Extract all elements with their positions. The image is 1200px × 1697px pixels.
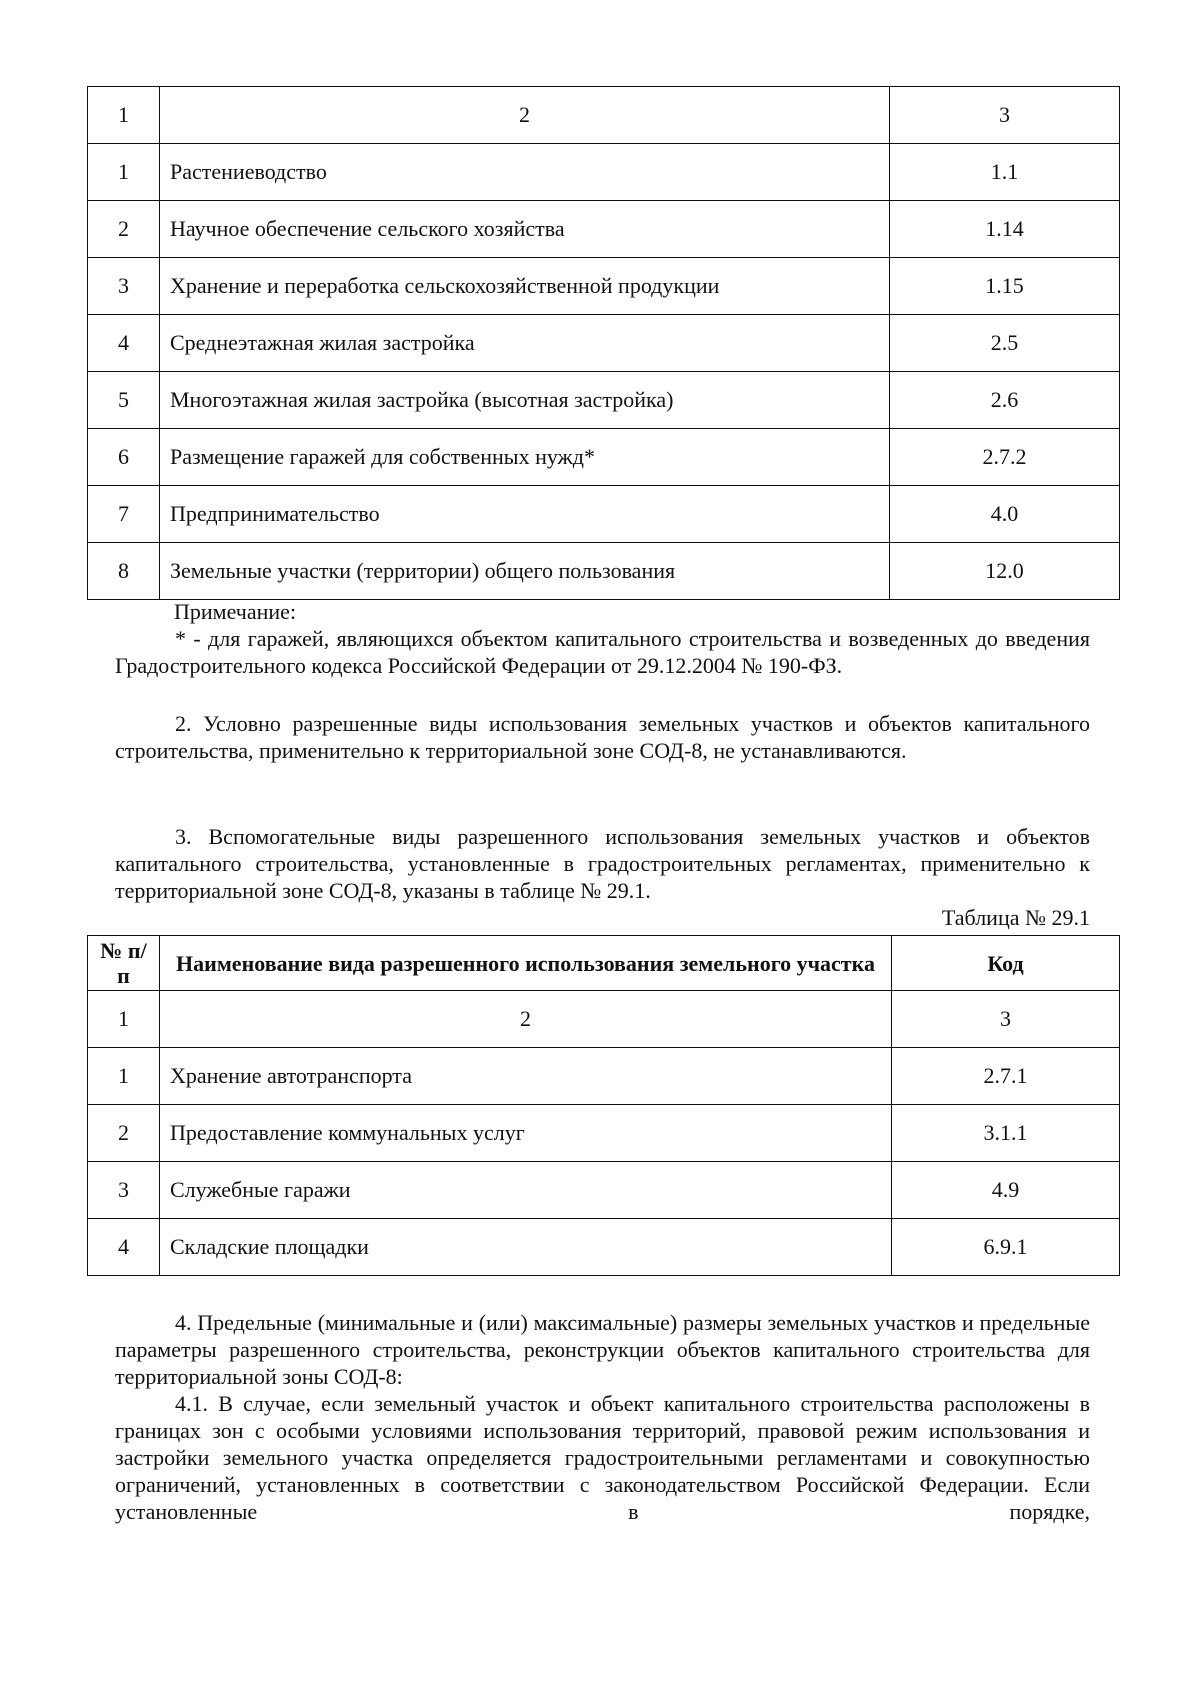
table-row (88, 372, 1120, 429)
table-row (88, 543, 1120, 600)
use-code: 3.1.1 (892, 1105, 1120, 1162)
row-number: 3 (88, 258, 160, 315)
use-name: Предпринимательство (160, 486, 890, 543)
table-header-numbers (88, 991, 1120, 1048)
row-number: 1 (88, 1048, 160, 1105)
note-title: Примечание: (174, 599, 297, 624)
use-code: 4.9 (892, 1162, 1120, 1219)
table-row (88, 144, 1120, 201)
table-row (88, 258, 1120, 315)
row-number: 2 (88, 201, 160, 258)
use-code: 2.5 (890, 315, 1120, 372)
use-name: Научное обеспечение сельского хозяйства (160, 201, 890, 258)
table-caption: Таблица № 29.1 (941, 905, 1090, 930)
header-code: Код (892, 936, 1120, 991)
use-name: Предоставление коммунальных услуг (160, 1105, 892, 1162)
row-number: 3 (88, 1162, 160, 1219)
paragraph-3: 3. Вспомогательные виды разрешенного использования земельных участков и объектов капитального строительства, установленные в градостроительных регламентах, применительно к территориальной зоне СОД-8, указаны в таблице № 29.1. (115, 824, 1090, 903)
row-number: 8 (88, 543, 160, 600)
use-code: 1.1 (890, 144, 1120, 201)
table-row (88, 486, 1120, 543)
table-row (88, 429, 1120, 486)
paragraph-4-1: 4.1. В случае, если земельный участок и объект капитального строительства расположены в границах зон с особыми условиями использования территорий, правовой режим использования и застройки земельного участка определяется градостроительными регламентами и совокупностью ограничений, установленных в соответствии с законодательством Российской Федерации. Если установленные в порядке, (115, 1391, 1090, 1524)
column-number-2: 2 (160, 991, 892, 1048)
row-number: 5 (88, 372, 160, 429)
note-text: * - для гаражей, являющихся объектом капитального строительства и возведенных до введения Градостроительного кодекса Российской Федерации от 29.12.2004 № 190-ФЗ. (115, 626, 1090, 678)
use-code: 12.0 (890, 543, 1120, 600)
column-number-2: 2 (160, 87, 890, 144)
permitted-use-table (87, 86, 1120, 600)
table-row (88, 315, 1120, 372)
table-row (88, 201, 1120, 258)
use-code: 2.7.1 (892, 1048, 1120, 1105)
column-number-3: 3 (890, 87, 1120, 144)
use-name: Хранение автотранспорта (160, 1048, 892, 1105)
use-name: Служебные гаражи (160, 1162, 892, 1219)
header-name: Наименование вида разрешенного использования земельного участка (160, 936, 892, 991)
row-number: 6 (88, 429, 160, 486)
use-name: Хранение и переработка сельскохозяйственной продукции (160, 258, 890, 315)
use-code: 1.14 (890, 201, 1120, 258)
row-number: 1 (88, 144, 160, 201)
paragraph-4: 4. Предельные (минимальные и (или) максимальные) размеры земельных участков и предельные параметры разрешенного строительства, реконструкции объектов капитального строительства для территориальной зоны СОД-8: (115, 1310, 1090, 1389)
auxiliary-use-table (87, 935, 1120, 1276)
table-row (88, 1219, 1120, 1276)
row-number: 4 (88, 315, 160, 372)
row-number: 7 (88, 486, 160, 543)
row-number: 2 (88, 1105, 160, 1162)
column-number-3: 3 (892, 991, 1120, 1048)
row-number: 4 (88, 1219, 160, 1276)
use-name: Размещение гаражей для собственных нужд* (160, 429, 890, 486)
table-header-numbers (88, 87, 1120, 144)
use-code: 2.6 (890, 372, 1120, 429)
table-row (88, 1105, 1120, 1162)
header-number: № п/п (88, 936, 160, 991)
use-code: 1.15 (890, 258, 1120, 315)
use-name: Земельные участки (территории) общего пользования (160, 543, 890, 600)
table-row (88, 1048, 1120, 1105)
use-code: 2.7.2 (890, 429, 1120, 486)
use-name: Складские площадки (160, 1219, 892, 1276)
column-number-1: 1 (88, 991, 160, 1048)
table-row (88, 1162, 1120, 1219)
use-code: 6.9.1 (892, 1219, 1120, 1276)
use-name: Многоэтажная жилая застройка (высотная застройка) (160, 372, 890, 429)
column-number-1: 1 (88, 87, 160, 144)
table-header (88, 936, 1120, 991)
use-code: 4.0 (890, 486, 1120, 543)
use-name: Растениеводство (160, 144, 890, 201)
paragraph-2: 2. Условно разрешенные виды использования земельных участков и объектов капитального строительства, применительно к территориальной зоне СОД-8, не устанавливаются. (115, 711, 1090, 763)
use-name: Среднеэтажная жилая застройка (160, 315, 890, 372)
